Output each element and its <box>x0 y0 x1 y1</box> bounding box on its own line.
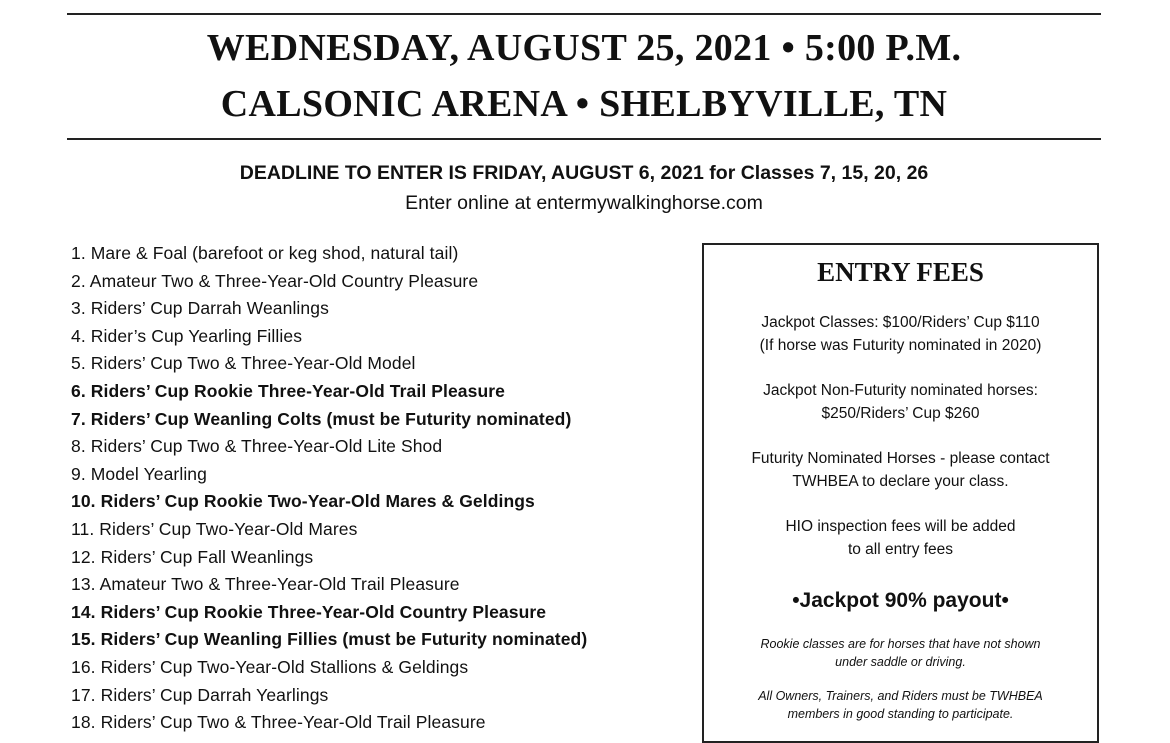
class-item: 2. Amateur Two & Three-Year-Old Country Pleasure <box>71 270 479 291</box>
class-item: 6. Riders’ Cup Rookie Three-Year-Old Trail Pleasure <box>71 380 506 401</box>
class-item: 13. Amateur Two & Three-Year-Old Trail Pleasure <box>71 574 460 595</box>
date-headline: WEDNESDAY, AUGUST 25, 2021 • 5:00 P.M. <box>206 27 962 69</box>
class-list <box>71 240 587 737</box>
class-item: 18. Riders’ Cup Two & Three-Year-Old Trail Pleasure <box>71 712 486 733</box>
class-item: 7. Riders’ Cup Weanling Colts (must be Futurity nominated) <box>71 408 572 429</box>
jackpot-fee <box>714 311 1087 357</box>
venue-headline: CALSONIC ARENA • SHELBYVILLE, TN <box>220 83 948 125</box>
rookie-note <box>720 635 1081 671</box>
rookie-note-line1: Rookie classes are for horses that have not shown <box>760 637 1041 651</box>
membership-note <box>720 687 1081 723</box>
class-item: 3. Riders’ Cup Darrah Weanlings <box>71 298 329 319</box>
futurity-nominated-note <box>714 447 1087 493</box>
class-item: 16. Riders’ Cup Two-Year-Old Stallions & Geldings <box>71 656 469 677</box>
class-item: 17. Riders’ Cup Darrah Yearlings <box>71 684 329 705</box>
top-rule <box>67 13 1101 15</box>
class-item: 4. Rider’s Cup Yearling Fillies <box>71 325 303 346</box>
class-item: 5. Riders’ Cup Two & Three-Year-Old Model <box>71 353 416 374</box>
rookie-note-line2: under saddle or driving. <box>835 655 966 669</box>
online-entry-note: Enter online at entermywalkinghorse.com <box>405 192 763 214</box>
headline-divider <box>67 138 1101 140</box>
hio-fee-note <box>714 515 1087 561</box>
class-item: 9. Model Yearling <box>71 463 207 484</box>
class-item: 14. Riders’ Cup Rookie Three-Year-Old Country Pleasure <box>71 601 547 622</box>
class-item: 11. Riders’ Cup Two-Year-Old Mares <box>71 518 358 539</box>
non-futurity-fee-label: Jackpot Non-Futurity nominated horses: <box>763 382 1038 399</box>
membership-note-line1: All Owners, Trainers, and Riders must be TWHBEA <box>758 689 1043 703</box>
class-item: 15. Riders’ Cup Weanling Fillies (must be Futurity nominated) <box>71 629 588 650</box>
non-futurity-fee-amount: $250/Riders’ Cup $260 <box>821 405 980 422</box>
entry-fees-box <box>702 243 1099 743</box>
hio-note-line1: HIO inspection fees will be added <box>785 518 1016 535</box>
jackpot-fee-line: Jackpot Classes: $100/Riders’ Cup $110 <box>761 314 1040 331</box>
futurity-note-line2: TWHBEA to declare your class. <box>792 473 1009 490</box>
jackpot-fee-condition: (If horse was Futurity nominated in 2020) <box>759 337 1042 354</box>
class-item: 8. Riders’ Cup Two & Three-Year-Old Lite Shod <box>71 436 443 457</box>
deadline-notice: DEADLINE TO ENTER IS FRIDAY, AUGUST 6, 2021 for Classes 7, 15, 20, 26 <box>239 162 929 184</box>
jackpot-payout: •Jackpot 90% payout• <box>792 589 1009 612</box>
class-item: 10. Riders’ Cup Rookie Two-Year-Old Mares & Geldings <box>71 491 535 512</box>
class-item: 1. Mare & Foal (barefoot or keg shod, natural tail) <box>71 243 459 263</box>
membership-note-line2: members in good standing to participate. <box>787 707 1014 721</box>
futurity-note-line1: Futurity Nominated Horses - please contact <box>751 450 1050 467</box>
entry-fees-title: ENTRY FEES <box>817 257 984 287</box>
class-item: 12. Riders’ Cup Fall Weanlings <box>71 546 314 567</box>
non-futurity-fee <box>714 379 1087 425</box>
hio-note-line2: to all entry fees <box>847 541 954 558</box>
